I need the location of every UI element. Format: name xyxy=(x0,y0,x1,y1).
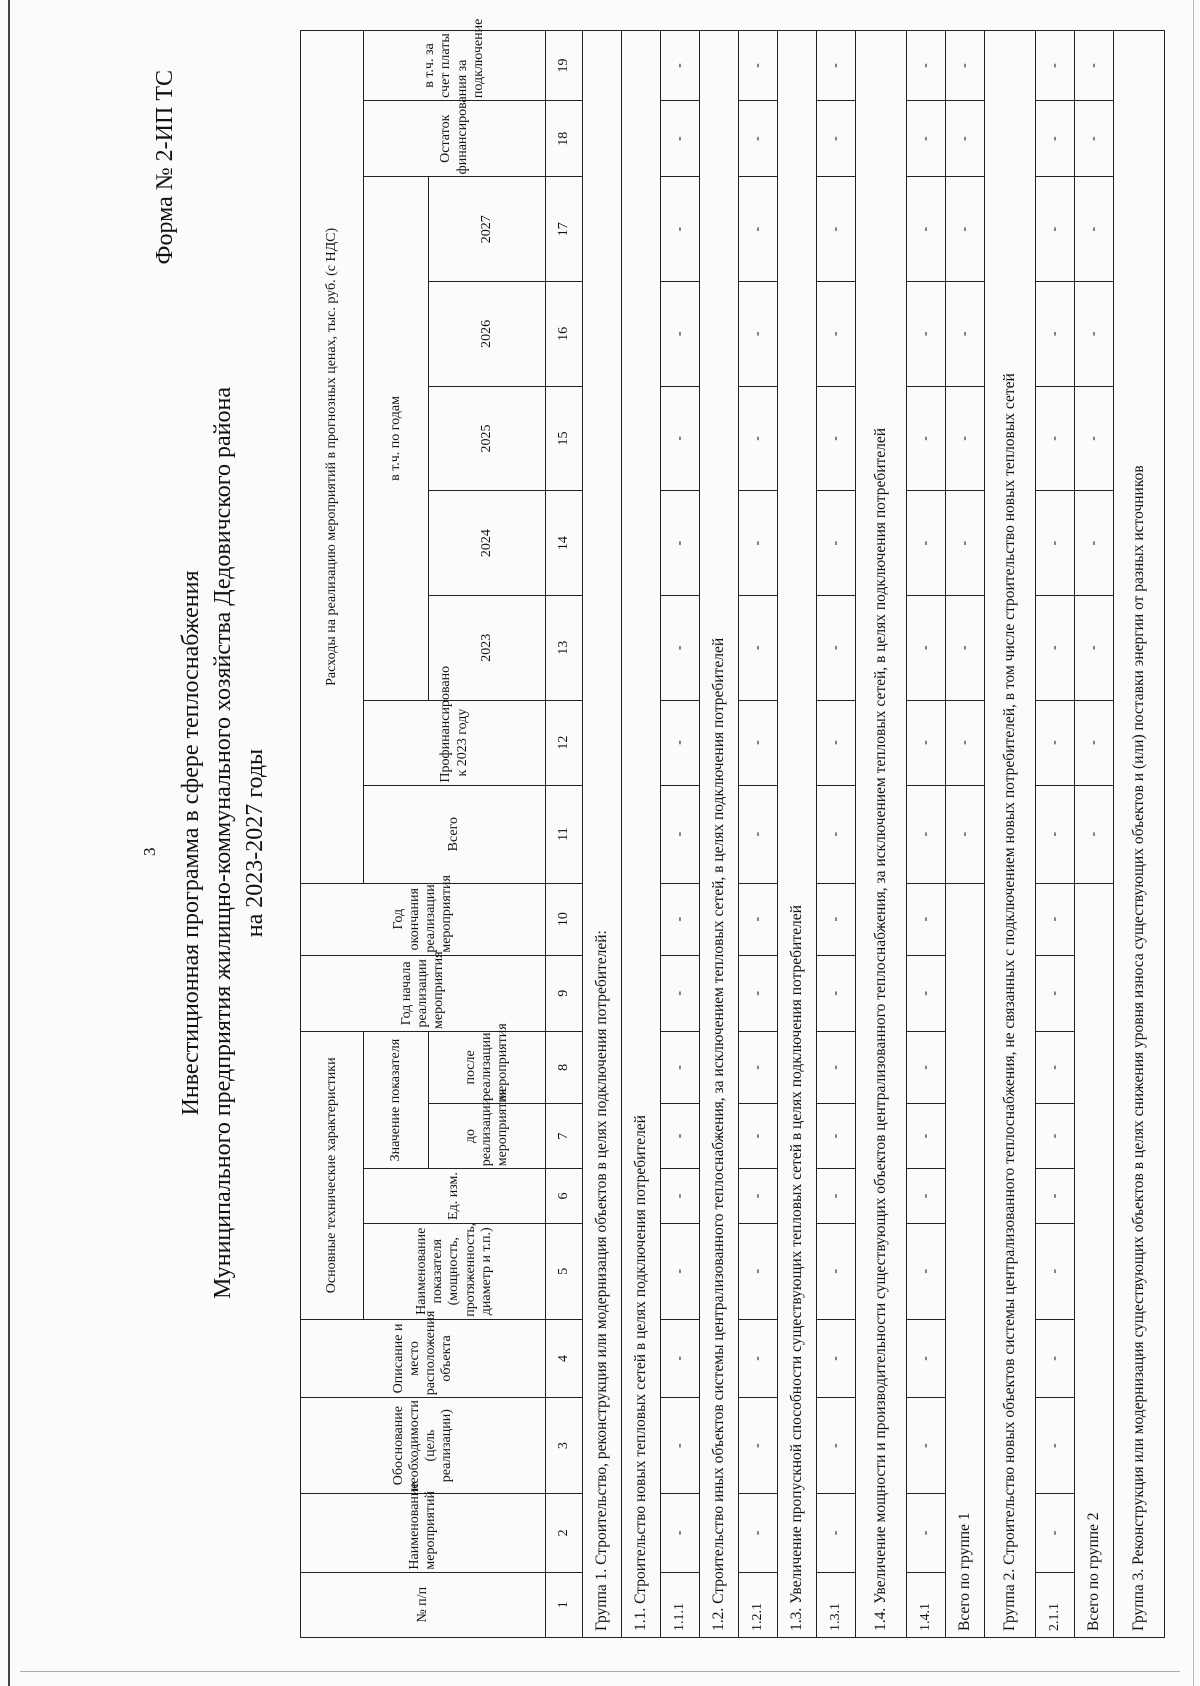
column-number-cell: 18 xyxy=(546,101,583,177)
dash-cell: - xyxy=(1036,1031,1075,1103)
dash-cell: - xyxy=(946,700,985,785)
dash-cell: - xyxy=(739,1319,778,1397)
column-number-cell: 19 xyxy=(546,31,583,101)
dash-cell: - xyxy=(907,491,946,596)
header-remaining: Остаток финансирования xyxy=(364,101,546,177)
dash-cell: - xyxy=(661,101,700,177)
dash-cell: - xyxy=(907,1169,946,1224)
section-1-3-label: 1.3. Увеличение пропускной способности существующих тепловых сетей в целях подключения потребителей xyxy=(778,31,817,1638)
dash-cell: - xyxy=(661,491,700,596)
dash-cell: - xyxy=(661,177,700,282)
table-row xyxy=(817,31,856,1638)
group-3-label: Группа 3. Реконструкция или модернизация существующих объектов в целях снижения уровня износа существующих объектов и (или) поставки энергии от разных источников xyxy=(1114,31,1165,1638)
dash-cell: - xyxy=(739,177,778,282)
table-row xyxy=(739,31,778,1638)
dash-cell: - xyxy=(1036,386,1075,491)
dash-cell: - xyxy=(1036,1169,1075,1224)
dash-cell: - xyxy=(661,785,700,883)
dash-cell: - xyxy=(1036,177,1075,282)
dash-cell: - xyxy=(739,386,778,491)
dash-cell: - xyxy=(1036,1494,1075,1572)
header-before: до реализации мероприятия xyxy=(429,1103,546,1168)
table-row xyxy=(907,31,946,1638)
dash-cell: - xyxy=(817,955,856,1031)
dash-cell: - xyxy=(946,31,985,101)
header-years-group: в т.ч. по годам xyxy=(364,177,429,700)
header-year-2023: 2023 xyxy=(429,595,546,700)
header-year-2025: 2025 xyxy=(429,386,546,491)
dash-cell: - xyxy=(817,1103,856,1168)
column-number-cell: 12 xyxy=(546,700,583,785)
dash-cell: - xyxy=(817,700,856,785)
dash-cell: - xyxy=(946,785,985,883)
column-number-cell: 2 xyxy=(546,1494,583,1572)
dash-cell: - xyxy=(1075,386,1114,491)
table-row xyxy=(661,31,700,1638)
dash-cell: - xyxy=(661,1319,700,1397)
dash-cell: - xyxy=(739,282,778,387)
column-number-cell: 15 xyxy=(546,386,583,491)
dash-cell: - xyxy=(661,1398,700,1494)
header-description: Описание и место расположения объекта xyxy=(301,1319,546,1397)
dash-cell: - xyxy=(661,1031,700,1103)
header-year-2026: 2026 xyxy=(429,282,546,387)
dash-cell: - xyxy=(1075,177,1114,282)
dash-cell: - xyxy=(907,1494,946,1572)
header-cost-group: Расходы на реализацию мероприятий в прогнозных ценах, тыс. руб. (с НДС) xyxy=(301,31,364,884)
dash-cell: - xyxy=(946,491,985,596)
title-line-3: на 2023-2027 годы xyxy=(242,748,268,938)
dash-cell: - xyxy=(1075,785,1114,883)
dash-cell: - xyxy=(946,595,985,700)
total-group-1-row xyxy=(946,31,985,1638)
dash-cell: - xyxy=(661,883,700,955)
row-number-cell: 1.2.1 xyxy=(739,1572,778,1637)
dash-cell: - xyxy=(661,955,700,1031)
section-1-1-label: 1.1. Строительство новых тепловых сетей в целях подключения потребителей xyxy=(622,31,661,1638)
dash-cell: - xyxy=(739,1169,778,1224)
table-row xyxy=(1036,31,1075,1638)
dash-cell: - xyxy=(946,386,985,491)
dash-cell: - xyxy=(1036,1398,1075,1494)
dash-cell: - xyxy=(907,177,946,282)
column-number-cell: 4 xyxy=(546,1319,583,1397)
dash-cell: - xyxy=(907,101,946,177)
column-number-cell: 16 xyxy=(546,282,583,387)
dash-cell: - xyxy=(661,1223,700,1319)
dash-cell: - xyxy=(817,883,856,955)
dash-cell: - xyxy=(1036,31,1075,101)
dash-cell: - xyxy=(1036,955,1075,1031)
column-number-cell: 10 xyxy=(546,883,583,955)
total-label: Всего по группе 2 xyxy=(1075,883,1114,1637)
dash-cell: - xyxy=(661,282,700,387)
dash-cell: - xyxy=(1075,491,1114,596)
dash-cell: - xyxy=(817,177,856,282)
header-indicator-name: Наименование показателя (мощность, протяженность, диаметр и т.п.) xyxy=(364,1223,546,1319)
group-1-label: Группа 1. Строительство, реконструкция или модернизация объектов в целях подключения потребителей: xyxy=(583,31,622,1638)
column-number-cell: 8 xyxy=(546,1031,583,1103)
header-event-name: Наименование мероприятий xyxy=(301,1494,546,1572)
dash-cell: - xyxy=(907,1031,946,1103)
dash-cell: - xyxy=(1075,700,1114,785)
column-number-cell: 6 xyxy=(546,1169,583,1224)
dash-cell: - xyxy=(1036,491,1075,596)
section-1-4-label: 1.4. Увеличение мощности и производительности существующих объектов централизованного теплоснабжения, за исключением тепловых сетей, в целях подключения потребителей xyxy=(856,31,907,1638)
dash-cell: - xyxy=(739,1031,778,1103)
dash-cell: - xyxy=(946,282,985,387)
row-number-cell: 2.1.1 xyxy=(1036,1572,1075,1637)
group-2-label: Группа 2. Строительство новых объектов системы централизованного теплоснабжения, не связанных с подключением новых потребителей, в том числе строительство новых тепловых сетей xyxy=(985,31,1036,1638)
column-number-cell: 17 xyxy=(546,177,583,282)
dash-cell: - xyxy=(739,1223,778,1319)
dash-cell: - xyxy=(739,491,778,596)
dash-cell: - xyxy=(739,883,778,955)
dash-cell: - xyxy=(661,386,700,491)
column-number-cell: 1 xyxy=(546,1572,583,1637)
dash-cell: - xyxy=(817,386,856,491)
dash-cell: - xyxy=(817,1031,856,1103)
header-after: после реализации мероприятия xyxy=(429,1031,546,1103)
dash-cell: - xyxy=(817,595,856,700)
header-financed-before: Профинансировано к 2023 году xyxy=(364,700,546,785)
dash-cell: - xyxy=(817,1319,856,1397)
header-connection-fee: в т.ч. за счет платы за подключение xyxy=(364,31,546,101)
dash-cell: - xyxy=(817,1494,856,1572)
dash-cell: - xyxy=(739,1494,778,1572)
dash-cell: - xyxy=(1036,282,1075,387)
section-1-1-row xyxy=(622,31,661,1638)
total-group-2-row xyxy=(1075,31,1114,1638)
title-line-1: Инвестиционная программа в сфере теплоснабжения xyxy=(178,570,204,1116)
column-number-cell: 7 xyxy=(546,1103,583,1168)
column-number-cell: 5 xyxy=(546,1223,583,1319)
dash-cell: - xyxy=(907,595,946,700)
dash-cell: - xyxy=(817,1169,856,1224)
dash-cell: - xyxy=(739,785,778,883)
dash-cell: - xyxy=(1036,101,1075,177)
dash-cell: - xyxy=(907,883,946,955)
header-end-year: Год окончания реализации мероприятия xyxy=(301,883,546,955)
section-1-4-row xyxy=(856,31,907,1638)
section-1-2-label: 1.2. Строительство иных объектов системы централизованного теплоснабжения, за исключением тепловых сетей, в целях подключения потребителей xyxy=(700,31,739,1638)
investment-table xyxy=(300,18,1165,1638)
dash-cell: - xyxy=(661,1103,700,1168)
dash-cell: - xyxy=(907,1103,946,1168)
group-2-row xyxy=(985,31,1036,1638)
dash-cell: - xyxy=(1036,1223,1075,1319)
header-total: Всего xyxy=(364,785,546,883)
dash-cell: - xyxy=(661,31,700,101)
header-unit: Ед. изм. xyxy=(364,1169,546,1224)
section-1-2-row xyxy=(700,31,739,1638)
header-number: № п/п xyxy=(301,1572,546,1637)
header-justification: Обоснование необходимости (цель реализации) xyxy=(301,1398,546,1494)
dash-cell: - xyxy=(946,177,985,282)
dash-cell: - xyxy=(661,1494,700,1572)
column-number-cell: 13 xyxy=(546,595,583,700)
header-tech-group: Основные технические характеристики xyxy=(301,1031,364,1319)
dash-cell: - xyxy=(1036,1319,1075,1397)
dash-cell: - xyxy=(907,1223,946,1319)
dash-cell: - xyxy=(661,1169,700,1224)
dash-cell: - xyxy=(1075,282,1114,387)
dash-cell: - xyxy=(739,1103,778,1168)
row-number-cell: 1.1.1 xyxy=(661,1572,700,1637)
dash-cell: - xyxy=(1075,101,1114,177)
dash-cell: - xyxy=(817,1223,856,1319)
page-number: 3 xyxy=(140,847,159,856)
dash-cell: - xyxy=(946,101,985,177)
dash-cell: - xyxy=(739,1398,778,1494)
dash-cell: - xyxy=(907,785,946,883)
column-number-cell: 14 xyxy=(546,491,583,596)
dash-cell: - xyxy=(739,700,778,785)
dash-cell: - xyxy=(907,282,946,387)
dash-cell: - xyxy=(1075,31,1114,101)
dash-cell: - xyxy=(1075,595,1114,700)
dash-cell: - xyxy=(739,31,778,101)
dash-cell: - xyxy=(817,31,856,101)
title-line-2: Муниципального предприятия жилищно-коммунального хозяйства Дедовичского района xyxy=(210,387,236,1300)
dash-cell: - xyxy=(907,1319,946,1397)
header-value-group: Значение показателя xyxy=(364,1031,429,1168)
dash-cell: - xyxy=(817,101,856,177)
header-start-year: Год начала реализации мероприятия xyxy=(301,955,546,1031)
dash-cell: - xyxy=(907,31,946,101)
dash-cell: - xyxy=(1036,883,1075,955)
dash-cell: - xyxy=(817,491,856,596)
dash-cell: - xyxy=(817,1398,856,1494)
row-number-cell: 1.3.1 xyxy=(817,1572,856,1637)
dash-cell: - xyxy=(661,595,700,700)
row-number-cell: 1.4.1 xyxy=(907,1572,946,1637)
total-label: Всего по группе 1 xyxy=(946,883,985,1637)
group-3-row xyxy=(1114,31,1165,1638)
header-year-2027: 2027 xyxy=(429,177,546,282)
dash-cell: - xyxy=(739,955,778,1031)
column-number-cell: 3 xyxy=(546,1398,583,1494)
dash-cell: - xyxy=(817,785,856,883)
column-number-cell: 9 xyxy=(546,955,583,1031)
dash-cell: - xyxy=(661,700,700,785)
header-year-2024: 2024 xyxy=(429,491,546,596)
group-1-row xyxy=(583,31,622,1638)
column-number-row xyxy=(546,31,583,1638)
column-number-cell: 11 xyxy=(546,785,583,883)
dash-cell: - xyxy=(907,700,946,785)
dash-cell: - xyxy=(1036,700,1075,785)
dash-cell: - xyxy=(1036,785,1075,883)
dash-cell: - xyxy=(1036,595,1075,700)
dash-cell: - xyxy=(907,386,946,491)
dash-cell: - xyxy=(739,595,778,700)
dash-cell: - xyxy=(907,955,946,1031)
dash-cell: - xyxy=(817,282,856,387)
dash-cell: - xyxy=(739,101,778,177)
section-1-3-row xyxy=(778,31,817,1638)
form-name: Форма № 2-ИП ТС xyxy=(152,70,178,265)
dash-cell: - xyxy=(1036,1103,1075,1168)
dash-cell: - xyxy=(907,1398,946,1494)
